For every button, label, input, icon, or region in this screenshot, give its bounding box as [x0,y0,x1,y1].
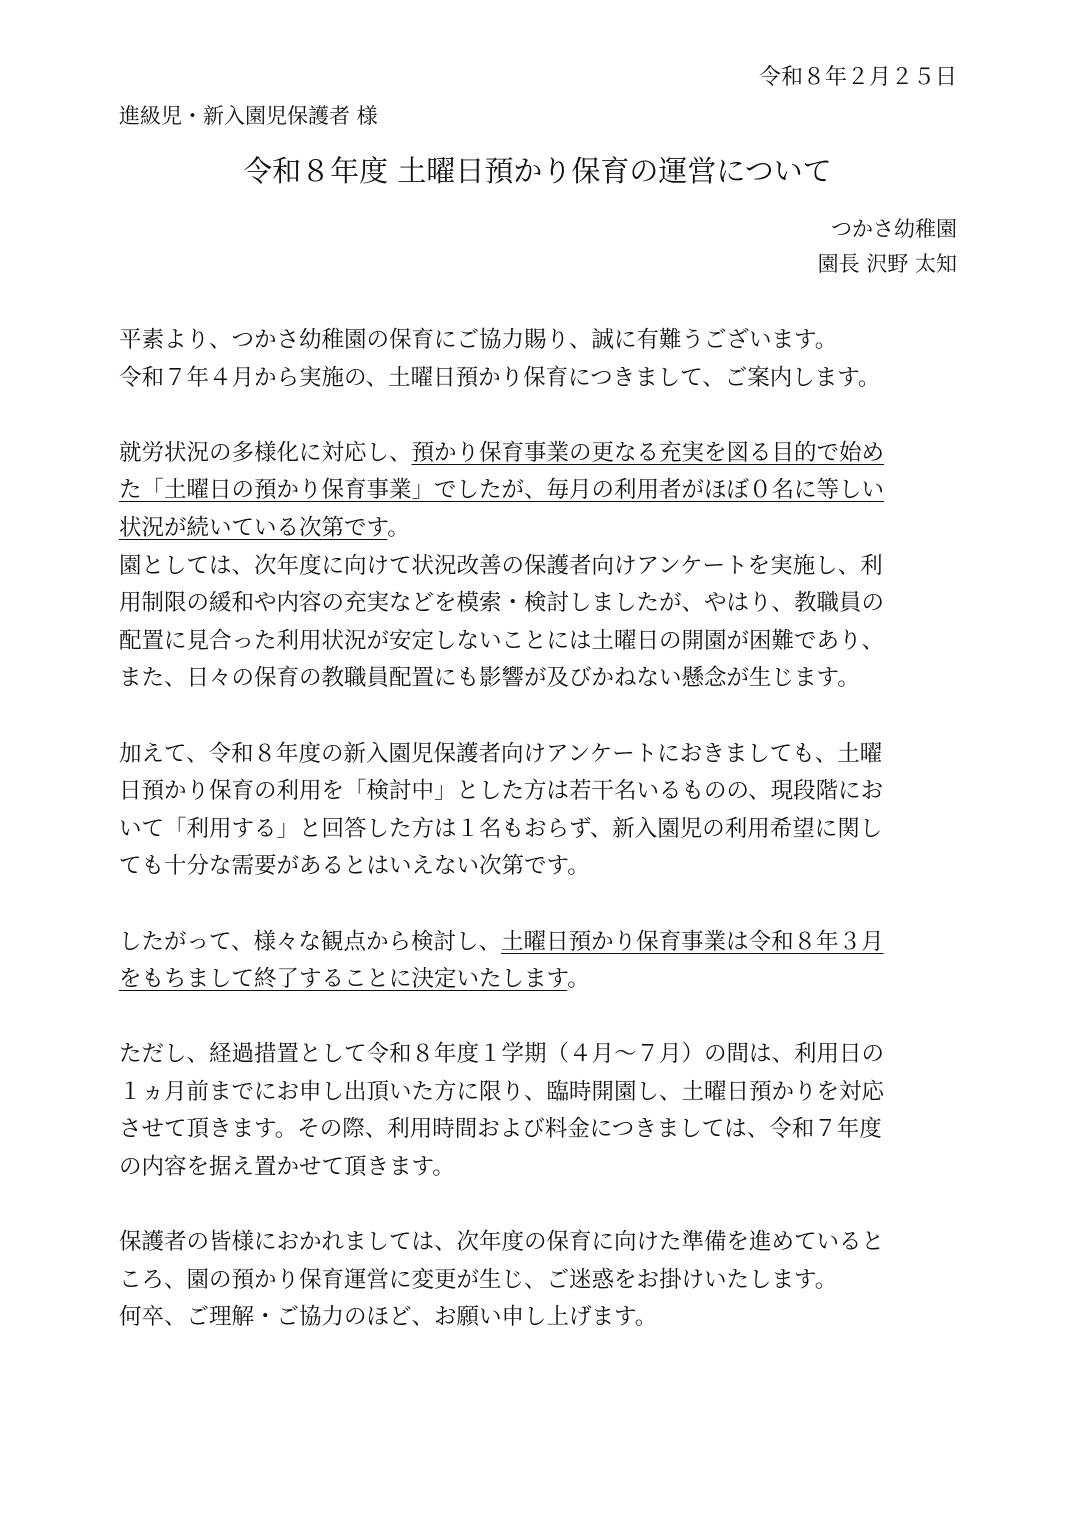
body-line [119,510,974,548]
body-text: 就労状況の多様化に対応し、 [119,439,412,466]
body-line: いて「利用する」と回答した方は１名もおらず、新入園児の利用希望に関し [119,815,883,842]
body-line: 園としては、次年度に向けて状況改善の保護者向けアンケートを実施し、利 [119,552,883,579]
body-line: 配置に見合った利用状況が安定しないことには土曜日の開園が困難であり、 [119,627,885,654]
body-line: ころ、園の預かり保育運営に変更が生じ、ご迷惑をお掛けいたします。 [119,1266,838,1293]
body-line: 令和７年４月から実施の、土曜日預かり保育につきまして、ご案内します。 [119,364,881,391]
paragraph-greeting [119,322,974,397]
body-line: 保護者の皆様におかれましては、次年度の保育に向けた準備を進めていると [119,1229,885,1256]
body-line: 加えて、令和８年度の新入園児保護者向けアンケートにおきましても、土曜 [119,740,883,767]
paragraph-gap [119,1187,974,1225]
paragraph-transition [119,1036,974,1186]
body-line: ても十分な需要があるとはいえない次第です。 [119,853,590,880]
body-line: 日預かり保育の利用を「検討中」とした方は若干名いるものの、現段階にお [119,778,884,805]
recipient-line: 進級児・新入園児保護者 様 [119,104,378,128]
body-line: 平素より、つかさ幼稚園の保育にご協力賜り、誠に有難うございます。 [119,327,838,353]
body-line: また、日々の保育の教職員配置にも影響が及びかねない懸念が生じます。 [119,665,860,692]
paragraph-background [119,435,974,698]
underlined-line: た「土曜日の預かり保育事業」でしたが、毎月の利用者がほぼ０名に等しい [119,477,885,504]
paragraph-closing [119,1224,974,1337]
paragraph-gap [119,698,974,736]
body-line: ただし、経過措置として令和８年度１学期（４月～７月）の間は、利用日の [119,1041,885,1068]
body-line: 何卒、ご理解・ご協力のほど、お願い申し上げます。 [119,1304,658,1331]
sender-person: 園長 沢野 太知 [817,252,957,276]
underlined-text: をもちまして終了することに決定いたします [119,966,568,993]
body-text: 。 [567,966,590,993]
body-text: したがって、様々な観点から検討し、 [119,928,502,955]
body-text: 。 [387,514,410,541]
underlined-text: 預かり保育事業の更なる充実を図る目的で始め [411,439,885,466]
document-title: 令和８年度 土曜日預かり保育の運営について [243,154,832,188]
body-line: させて頂きます。その際、利用時間および料金につきましては、令和７年度 [119,1116,882,1143]
body-line: 用制限の緩和や内容の充実などを模索・検討しましたが、やはり、教職員の [119,590,885,617]
paragraph-gap [119,999,974,1037]
body-line: の内容を据え置かせて頂きます。 [119,1154,455,1181]
sender-block [818,212,957,282]
paragraph-survey [119,736,974,886]
body-line [119,435,974,473]
body-line: １ヵ月前までにお申し出頂いた方に限り、臨時開園し、土曜日預かりを対応 [119,1078,885,1105]
paragraph-decision [119,924,974,999]
underlined-text: 土曜日預かり保育事業は令和８年３月 [501,928,884,955]
body-line [119,924,974,962]
document-date: 令和８年２月２５日 [758,65,957,90]
sender-organization: つかさ幼稚園 [831,217,957,241]
body-line [119,961,974,999]
paragraph-gap [119,886,974,924]
document-body [119,322,974,1337]
underlined-text: 状況が続いている次第です [119,514,388,541]
paragraph-gap [119,397,974,435]
